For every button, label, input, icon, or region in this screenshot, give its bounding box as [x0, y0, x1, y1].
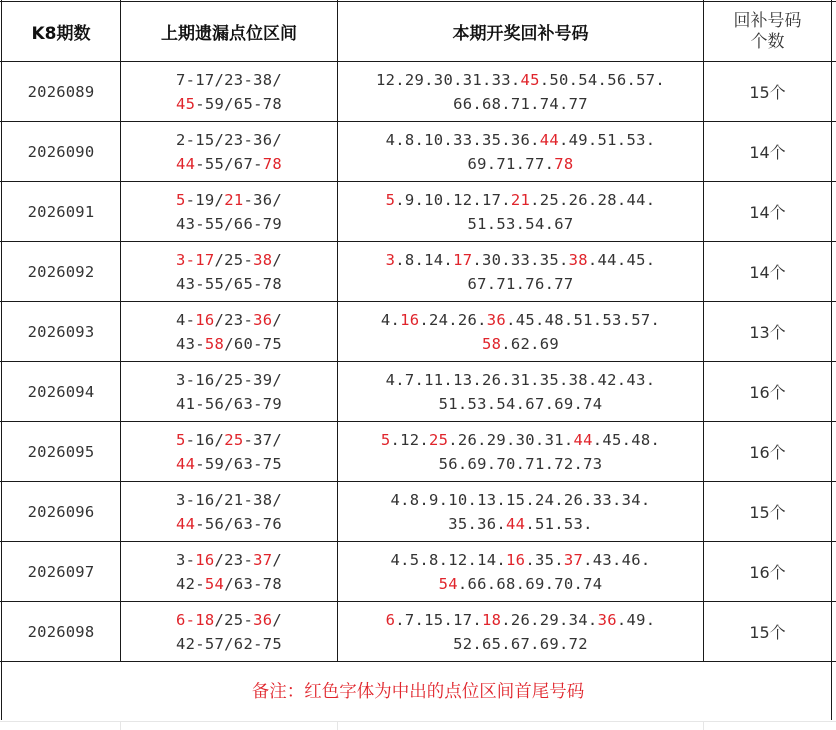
number-text: -37/ — [243, 430, 282, 449]
last-range-cell — [121, 362, 337, 421]
number-text: -56/63-76 — [195, 514, 282, 533]
highlight-number: 36 — [253, 310, 273, 329]
number-text: 42-57/62-75 — [176, 634, 282, 653]
last-range-line-1 — [176, 188, 282, 212]
highlight-number: 5 — [385, 190, 396, 209]
period-cell: 2026091 — [27, 202, 95, 221]
number-text: 42- — [176, 574, 205, 593]
highlight-number: 5 — [176, 430, 186, 449]
draw-numbers-cell — [338, 302, 703, 361]
number-text: 3- — [176, 550, 196, 569]
number-text: .12. — [390, 430, 429, 449]
number-text: /25- — [214, 610, 254, 629]
number-text: .24.26. — [419, 310, 487, 329]
highlight-number: 21 — [224, 190, 244, 209]
highlight-number: 44 — [176, 154, 196, 173]
period-cell: 2026097 — [27, 562, 95, 581]
highlight-number: 37 — [563, 550, 584, 569]
highlight-number: 45 — [520, 70, 540, 89]
highlight-number: 44 — [176, 454, 196, 473]
number-text: /23- — [214, 550, 254, 569]
highlight-number: 25 — [224, 430, 244, 449]
number-text: 4. — [380, 310, 401, 329]
draw-numbers-line-2 — [468, 152, 574, 176]
highlight-number: 36 — [253, 610, 273, 629]
last-range-cell — [121, 182, 337, 241]
highlight-number: 16 — [400, 310, 420, 329]
last-range-cell — [121, 242, 337, 301]
highlight-number: 44 — [176, 514, 196, 533]
number-text: -59/65-78 — [195, 94, 282, 113]
last-range-line-1 — [176, 68, 282, 92]
last-range-line-2 — [176, 632, 282, 656]
number-text: .49. — [616, 610, 656, 629]
last-range-line-2 — [176, 452, 282, 476]
last-range-line-2 — [176, 212, 282, 236]
draw-numbers-cell — [338, 242, 703, 301]
number-text: 2-15/23-36/ — [176, 130, 282, 149]
draw-numbers-line-1 — [386, 248, 656, 272]
draw-numbers-cell — [338, 122, 703, 181]
number-text: -59/63-75 — [195, 454, 282, 473]
header-last-range: 上期遗漏点位区间 — [161, 24, 297, 44]
draw-numbers-line-1 — [386, 368, 656, 392]
number-text: 51.53.54.67 — [467, 214, 574, 233]
count-cell: 14个 — [749, 143, 786, 162]
highlight-number: 78 — [262, 154, 282, 173]
number-text: .43.46. — [583, 550, 651, 569]
number-text: 69.71.77. — [467, 154, 555, 173]
count-cell: 13个 — [749, 323, 786, 342]
draw-numbers-line-1 — [386, 188, 656, 212]
highlight-number: 38 — [253, 250, 273, 269]
number-text: /25- — [214, 250, 254, 269]
number-text: / — [272, 610, 282, 629]
number-text: 4.7.11.13.26.31.35.38.42.43. — [385, 370, 656, 389]
number-text: .8.14. — [395, 250, 454, 269]
footnote: 备注：红色字体为中出的点位区间首尾号码 — [251, 682, 585, 702]
highlight-number: 54 — [438, 574, 458, 593]
number-text: 51.53.54.67.69.74 — [438, 394, 603, 413]
draw-numbers-line-2 — [482, 332, 559, 356]
period-cell: 2026094 — [27, 382, 95, 401]
highlight-number: 3 — [385, 250, 396, 269]
header-period: K8期数 — [31, 24, 91, 44]
draw-numbers-cell — [338, 362, 703, 421]
draw-numbers-line-2 — [468, 272, 574, 296]
highlight-number: 16 — [506, 550, 526, 569]
last-range-line-1 — [176, 248, 282, 272]
number-text: -36/ — [243, 190, 282, 209]
highlight-number: 58 — [481, 334, 502, 353]
period-cell: 2026090 — [27, 142, 95, 161]
draw-numbers-line-1 — [381, 428, 660, 452]
last-range-cell — [121, 542, 337, 601]
highlight-number: 37 — [253, 550, 273, 569]
period-cell: 2026089 — [27, 82, 95, 101]
highlight-number: 5 — [176, 190, 186, 209]
number-text: 7-17/23-38/ — [176, 70, 282, 89]
number-text: 41-56/63-79 — [176, 394, 282, 413]
last-range-line-2 — [176, 332, 282, 356]
draw-numbers-line-1 — [386, 128, 656, 152]
number-text: .26.29.30.31. — [448, 430, 574, 449]
highlight-number: 21 — [510, 190, 531, 209]
highlight-number: 6-18 — [176, 610, 215, 629]
period-cell: 2026095 — [27, 442, 95, 461]
highlight-number: 25 — [428, 430, 449, 449]
draw-numbers-line-2 — [468, 212, 574, 236]
draw-numbers-cell — [338, 602, 703, 661]
period-cell: 2026092 — [27, 262, 95, 281]
count-cell: 15个 — [749, 83, 786, 102]
highlight-number: 36 — [597, 610, 617, 629]
header-count-line1: 回补号码 — [733, 10, 802, 31]
number-text: 4.8.9.10.13.15.24.26.33.34. — [390, 490, 651, 509]
count-cell: 15个 — [749, 503, 786, 522]
highlight-number: 58 — [204, 334, 225, 353]
number-text: /63-78 — [224, 574, 282, 593]
draw-numbers-line-2 — [439, 392, 603, 416]
number-text: 43-55/66-79 — [176, 214, 282, 233]
draw-numbers-cell — [338, 62, 703, 121]
number-text: -19/ — [185, 190, 225, 209]
highlight-number: 44 — [573, 430, 593, 449]
number-text: .45.48. — [592, 430, 661, 449]
draw-numbers-cell — [338, 422, 703, 481]
draw-numbers-line-2 — [453, 632, 588, 656]
highlight-number: 6 — [385, 610, 396, 629]
number-text: 3-16/25-39/ — [176, 370, 282, 389]
last-range-cell — [121, 602, 337, 661]
highlight-number: 78 — [554, 154, 574, 173]
number-text: .66.68.69.70.74 — [457, 574, 603, 593]
last-range-line-1 — [176, 608, 282, 632]
highlight-number: 5 — [380, 430, 391, 449]
highlight-number: 38 — [568, 250, 588, 269]
count-cell: 16个 — [749, 443, 786, 462]
number-text: / — [272, 250, 282, 269]
number-text: .51.53. — [525, 514, 593, 533]
last-range-line-2 — [176, 152, 282, 176]
count-cell: 14个 — [749, 263, 786, 282]
number-text: 4- — [176, 310, 196, 329]
number-text: 56.69.70.71.72.73 — [438, 454, 603, 473]
number-text: -55/67- — [195, 154, 263, 173]
number-text: .9.10.12.17. — [395, 190, 511, 209]
highlight-number: 16 — [195, 550, 215, 569]
count-cell: 15个 — [749, 623, 786, 642]
period-cell: 2026098 — [27, 622, 95, 641]
count-cell: 14个 — [749, 203, 786, 222]
highlight-number: 17 — [453, 250, 473, 269]
number-text: 12.29.30.31.33. — [376, 70, 521, 89]
number-text: .50.54.56.57. — [539, 70, 665, 89]
number-text: .30.33.35. — [472, 250, 569, 269]
number-text: -16/ — [185, 430, 225, 449]
period-cell: 2026093 — [27, 322, 95, 341]
number-text: 43-55/65-78 — [176, 274, 282, 293]
period-cell: 2026096 — [27, 502, 95, 521]
last-range-line-1 — [176, 488, 282, 512]
header-count — [704, 2, 831, 61]
number-text: .62.69 — [501, 334, 560, 353]
count-cell: 16个 — [749, 383, 786, 402]
number-text: .44.45. — [587, 250, 656, 269]
last-range-line-2 — [176, 92, 282, 116]
last-range-cell — [121, 482, 337, 541]
draw-numbers-line-2 — [453, 92, 588, 116]
draw-numbers-line-1 — [390, 548, 650, 572]
draw-numbers-cell — [338, 542, 703, 601]
number-text: .25.26.28.44. — [530, 190, 656, 209]
last-range-line-2 — [176, 392, 282, 416]
number-text: /23- — [214, 310, 254, 329]
highlight-number: 18 — [481, 610, 502, 629]
number-text: .35. — [525, 550, 564, 569]
number-text: 3-16/21-38/ — [176, 490, 282, 509]
draw-numbers-cell — [338, 182, 703, 241]
number-text: / — [272, 550, 282, 569]
header-count-line2: 个数 — [750, 31, 785, 52]
last-range-line-1 — [176, 308, 282, 332]
number-text: .49.51.53. — [559, 130, 656, 149]
highlight-number: 45 — [176, 94, 196, 113]
last-range-line-2 — [176, 572, 282, 596]
draw-numbers-line-2 — [448, 512, 593, 536]
number-text: 52.65.67.69.72 — [453, 634, 588, 653]
number-text: .7.15.17. — [395, 610, 482, 629]
draw-numbers-line-1 — [386, 608, 656, 632]
draw-numbers-line-1 — [376, 68, 665, 92]
draw-numbers-cell — [338, 482, 703, 541]
highlight-number: 3-17 — [176, 250, 215, 269]
number-text: .45.48.51.53.57. — [506, 310, 661, 329]
highlight-number: 44 — [506, 514, 526, 533]
last-range-line-1 — [176, 128, 282, 152]
number-text: 67.71.76.77 — [467, 274, 574, 293]
number-text: 4.8.10.33.35.36. — [385, 130, 540, 149]
draw-numbers-line-1 — [381, 308, 660, 332]
last-range-line-2 — [176, 512, 282, 536]
count-cell: 16个 — [749, 563, 786, 582]
last-range-cell — [121, 62, 337, 121]
last-range-line-1 — [176, 548, 282, 572]
draw-numbers-line-1 — [390, 488, 650, 512]
draw-numbers-line-2 — [439, 572, 603, 596]
last-range-line-1 — [176, 428, 282, 452]
number-text: / — [272, 310, 282, 329]
last-range-line-1 — [176, 368, 282, 392]
number-text: 4.5.8.12.14. — [390, 550, 507, 569]
number-text: /60-75 — [224, 334, 282, 353]
last-range-cell — [121, 122, 337, 181]
highlight-number: 16 — [195, 310, 215, 329]
highlight-number: 44 — [539, 130, 560, 149]
last-range-cell — [121, 422, 337, 481]
highlight-number: 54 — [204, 574, 225, 593]
last-range-cell — [121, 302, 337, 361]
header-current-draw: 本期开奖回补号码 — [452, 24, 589, 44]
number-text: 43- — [176, 334, 205, 353]
number-text: 35.36. — [448, 514, 507, 533]
number-text: .26.29.34. — [501, 610, 598, 629]
last-range-line-2 — [176, 272, 282, 296]
highlight-number: 36 — [486, 310, 507, 329]
draw-numbers-line-2 — [439, 452, 603, 476]
number-text: 66.68.71.74.77 — [453, 94, 588, 113]
